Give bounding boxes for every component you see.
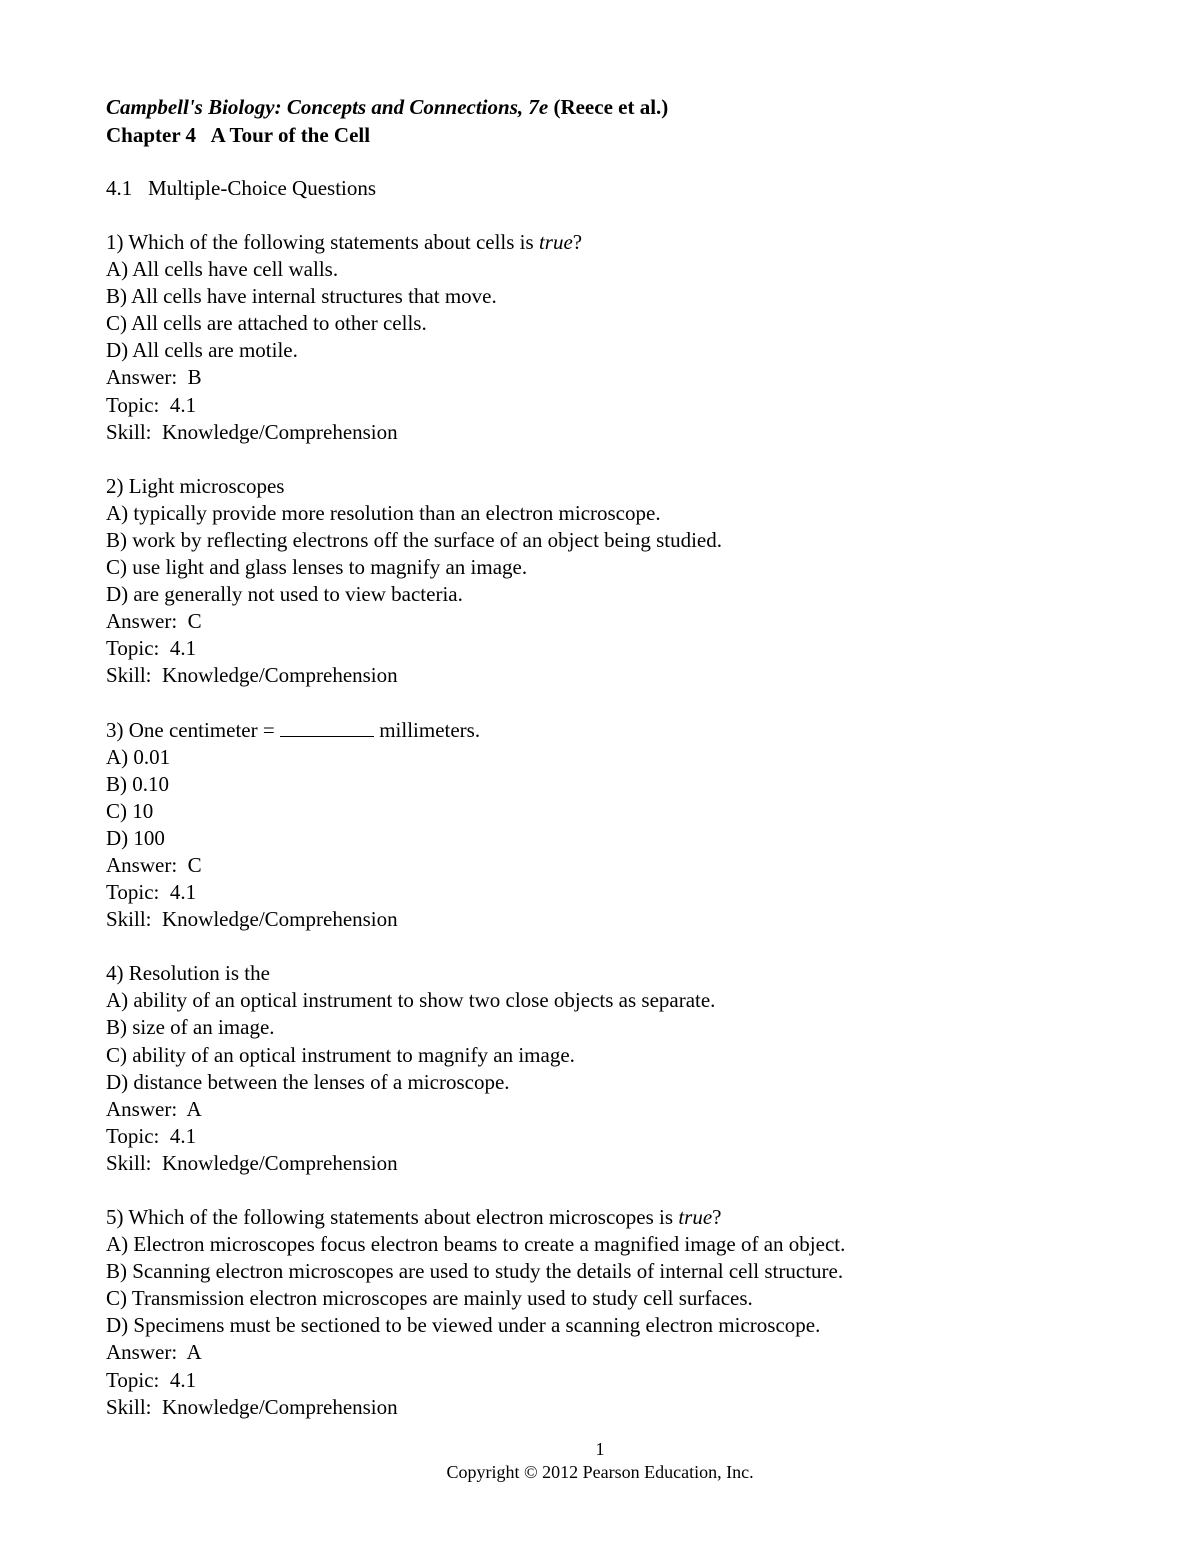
chapter-title: Chapter 4 A Tour of the Cell (106, 123, 371, 147)
section-title: 4.1 Multiple-Choice Questions (106, 176, 377, 200)
question-stem-suffix: millimeters. (373, 717, 481, 742)
option-a: A) Electron microscopes focus electron beams to create a magnified image of an object. (106, 1232, 846, 1257)
question-stem (106, 717, 1106, 744)
question-1 (106, 229, 1106, 446)
question-stem (106, 1204, 1106, 1231)
answer-line: Answer: C (106, 609, 202, 634)
topic-line: Topic: 4.1 (106, 1367, 197, 1392)
book-title-line (106, 93, 1106, 121)
skill-line: Skill: Knowledge/Comprehension (106, 907, 398, 932)
page-content (106, 93, 1106, 1421)
question-stem-text: 1) Which of the following statements about cells is (106, 230, 539, 254)
topic-line: Topic: 4.1 (106, 1123, 197, 1148)
skill-line: Skill: Knowledge/Comprehension (106, 663, 398, 688)
book-title: Campbell's Biology: Concepts and Connections, 7e (106, 95, 549, 119)
option-b: B) 0.10 (106, 771, 169, 796)
answer-line: Answer: A (106, 1340, 202, 1365)
question-4 (106, 960, 1106, 1177)
skill-line: Skill: Knowledge/Comprehension (106, 1394, 398, 1419)
option-b: B) size of an image. (106, 1015, 275, 1040)
skill-line: Skill: Knowledge/Comprehension (106, 1150, 398, 1175)
skill-line: Skill: Knowledge/Comprehension (106, 419, 398, 444)
question-3 (106, 717, 1106, 934)
question-stem: 4) Resolution is the (106, 961, 270, 986)
copyright-notice: Copyright © 2012 Pearson Education, Inc. (446, 1462, 754, 1482)
option-d: D) 100 (106, 825, 165, 850)
question-stem (106, 229, 1106, 256)
topic-line: Topic: 4.1 (106, 392, 197, 417)
answer-line: Answer: C (106, 852, 202, 877)
option-b: B) All cells have internal structures that move. (106, 284, 497, 309)
topic-line: Topic: 4.1 (106, 636, 197, 661)
answer-line: Answer: B (106, 365, 202, 390)
answer-line: Answer: A (106, 1096, 202, 1121)
question-2 (106, 473, 1106, 690)
book-authors: (Reece et al.) (553, 95, 669, 119)
question-stem-text: 5) Which of the following statements about electron microscopes is (106, 1205, 679, 1229)
option-c: C) use light and glass lenses to magnify an image. (106, 555, 528, 580)
option-b: B) Scanning electron microscopes are used to study the details of internal cell structure. (106, 1259, 844, 1284)
option-d: D) Specimens must be sectioned to be viewed under a scanning electron microscope. (106, 1313, 821, 1338)
option-a: A) typically provide more resolution than an electron microscope. (106, 500, 661, 525)
page-number: 1 (595, 1439, 605, 1459)
option-c: C) All cells are attached to other cells. (106, 311, 427, 336)
option-d: D) All cells are motile. (106, 338, 298, 363)
topic-line: Topic: 4.1 (106, 880, 197, 905)
option-c: C) Transmission electron microscopes are mainly used to study cell surfaces. (106, 1286, 753, 1311)
option-d: D) are generally not used to view bacteria. (106, 582, 463, 607)
option-c: C) ability of an optical instrument to magnify an image. (106, 1042, 575, 1067)
option-b: B) work by reflecting electrons off the surface of an object being studied. (106, 527, 722, 552)
option-a: A) All cells have cell walls. (106, 257, 339, 282)
question-stem-text: 3) One centimeter = (106, 717, 280, 742)
question-stem-emphasis: true (678, 1205, 713, 1229)
option-a: A) ability of an optical instrument to show two close objects as separate. (106, 988, 716, 1013)
question-stem-suffix: ? (712, 1205, 722, 1229)
option-c: C) 10 (106, 798, 154, 823)
fill-in-blank (280, 718, 374, 737)
question-stem-emphasis: true (538, 230, 573, 254)
question-stem-suffix: ? (572, 230, 583, 254)
option-d: D) distance between the lenses of a microscope. (106, 1069, 510, 1094)
option-a: A) 0.01 (106, 744, 171, 769)
question-5 (106, 1204, 1106, 1421)
question-stem: 2) Light microscopes (106, 473, 285, 498)
